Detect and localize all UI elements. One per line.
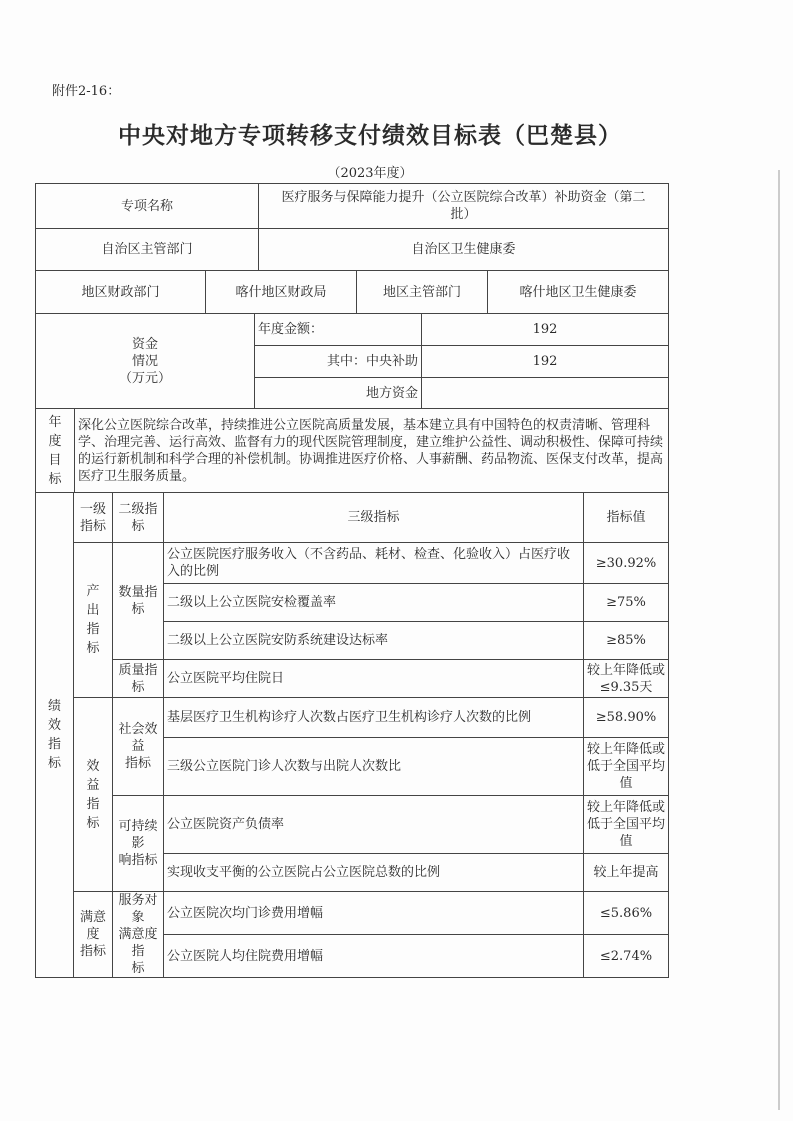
indicators-section-label: 绩 效 指 标 xyxy=(36,493,74,978)
goal-label: 年 度 目 标 xyxy=(36,409,75,493)
header-value: 指标值 xyxy=(584,493,669,543)
group-quantity: 数量指标 xyxy=(113,543,164,660)
header-level3: 三级指标 xyxy=(164,493,584,543)
attachment-label: 附件2-16： xyxy=(52,84,121,99)
annual-amount-value: 192 xyxy=(422,314,669,346)
indicator-value: 较上年降低或低于全国平均值 xyxy=(584,738,669,796)
indicator-name: 公立医院医疗服务收入（不含药品、耗材、检查、化验收入）占医疗收入的比例 xyxy=(164,543,584,584)
indicators-table xyxy=(35,492,669,978)
indicator-value: ≥85% xyxy=(584,622,669,660)
indicator-name: 公立医院资产负债率 xyxy=(164,796,584,854)
indicator-name: 基层医疗卫生机构诊疗人次数占医疗卫生机构诊疗人次数的比例 xyxy=(164,698,584,738)
prefecture-dept-value: 喀什地区卫生健康委 xyxy=(488,271,669,314)
info-table xyxy=(35,183,669,314)
project-label: 专项名称 xyxy=(36,184,259,229)
funds-label: 资金 情况 （万元） xyxy=(36,314,255,409)
annual-amount-label: 年度金额： xyxy=(255,314,422,346)
funds-table xyxy=(35,313,669,409)
region-dept-value: 自治区卫生健康委 xyxy=(259,229,669,271)
group-sustain: 可持续影 响指标 xyxy=(113,796,164,892)
central-subsidy-value: 192 xyxy=(422,346,669,378)
indicator-value: ≤5.86% xyxy=(584,892,669,935)
group-output: 产 出 指 标 xyxy=(74,543,113,698)
group-service: 服务对象 满意度指 标 xyxy=(113,892,164,978)
group-quality: 质量指标 xyxy=(113,660,164,698)
indicator-value: 较上年提高 xyxy=(584,854,669,892)
indicator-value: ≥30.92% xyxy=(584,543,669,584)
header-level1: 一级 指标 xyxy=(74,493,113,543)
page-title: 中央对地方专项转移支付绩效目标表（巴楚县） xyxy=(118,122,622,149)
group-satisfaction: 满意度 指标 xyxy=(74,892,113,978)
region-dept-label: 自治区主管部门 xyxy=(36,229,259,271)
indicator-name: 公立医院次均门诊费用增幅 xyxy=(164,892,584,935)
scan-edge xyxy=(778,170,780,1110)
indicator-name: 实现收支平衡的公立医院占公立医院总数的比例 xyxy=(164,854,584,892)
indicator-value: 较上年降低或低于全国平均值 xyxy=(584,796,669,854)
group-benefit: 效 益 指 标 xyxy=(74,698,113,892)
finance-dept-label: 地区财政部门 xyxy=(36,271,206,314)
indicator-name: 三级公立医院门诊人次数与出院人次数比 xyxy=(164,738,584,796)
indicator-value: 较上年降低或≤9.35天 xyxy=(584,660,669,698)
finance-dept-value: 喀什地区财政局 xyxy=(206,271,357,314)
indicator-name: 公立医院人均住院费用增幅 xyxy=(164,935,584,978)
indicator-value: ≥75% xyxy=(584,584,669,622)
local-funds-value xyxy=(422,378,669,409)
goal-table xyxy=(35,408,669,493)
project-value: 医疗服务与保障能力提升（公立医院综合改革）补助资金（第二批） xyxy=(259,184,669,229)
indicator-name: 二级以上公立医院安检覆盖率 xyxy=(164,584,584,622)
central-subsidy-label: 其中：中央补助 xyxy=(255,346,422,378)
year-label: （2023年度） xyxy=(327,166,413,181)
local-funds-label: 地方资金 xyxy=(255,378,422,409)
indicator-name: 公立医院平均住院日 xyxy=(164,660,584,698)
prefecture-dept-label: 地区主管部门 xyxy=(357,271,488,314)
indicator-name: 二级以上公立医院安防系统建设达标率 xyxy=(164,622,584,660)
indicator-value: ≥58.90% xyxy=(584,698,669,738)
indicator-value: ≤2.74% xyxy=(584,935,669,978)
group-social: 社会效益 指标 xyxy=(113,698,164,796)
header-level2: 二级指标 xyxy=(113,493,164,543)
goal-text: 深化公立医院综合改革，持续推进公立医院高质量发展，基本建立具有中国特色的权责清晰、管理科学、治理完善、运行高效、监督有力的现代医院管理制度，建立维护公益性、调动积极性、保障可持续的运行新机制和科学合理的补偿机制。协调推进医疗价格、人事薪酬、药品物流、医保支付改革，提高医疗卫生服务质量。 xyxy=(75,409,669,493)
